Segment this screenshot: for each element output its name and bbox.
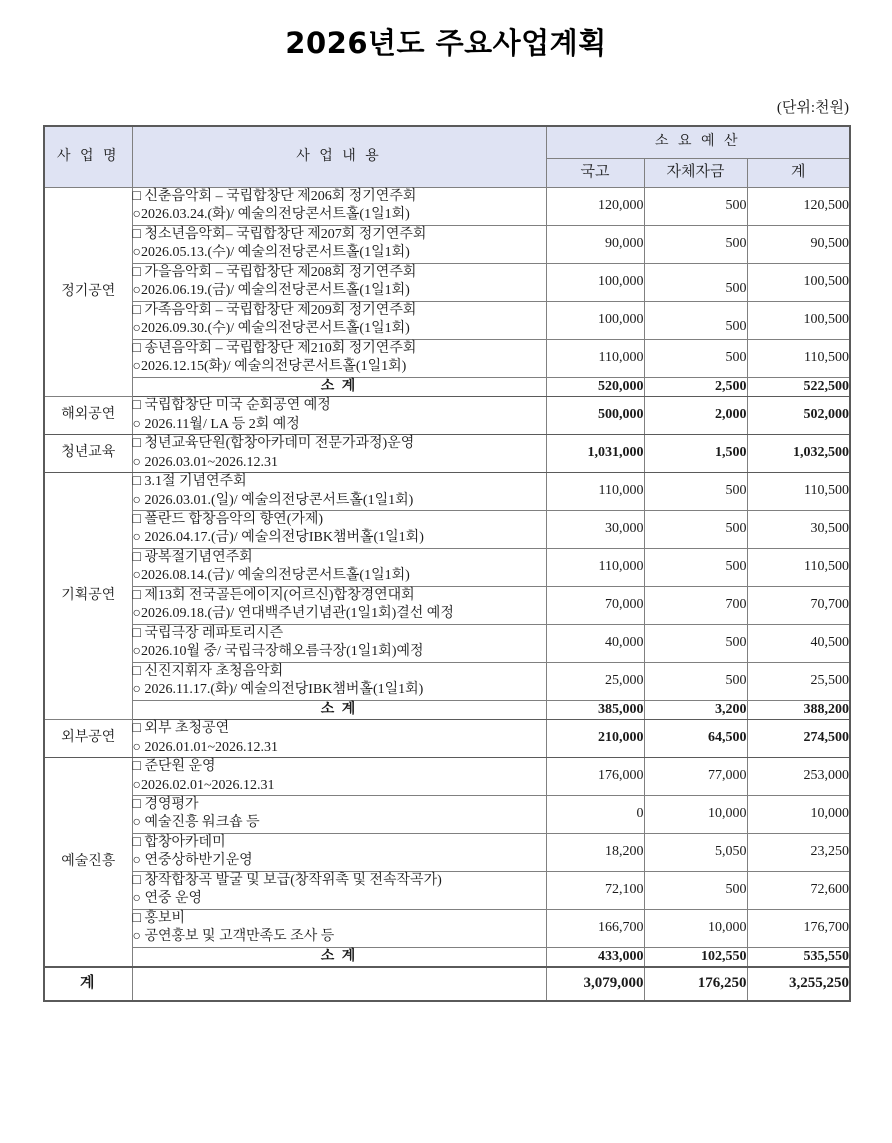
column-header-own: 자체자금 (644, 159, 747, 188)
budget-gov-cell: 1,031,000 (546, 435, 644, 473)
description-cell (132, 339, 546, 377)
description-cell (132, 624, 546, 662)
description-cell (132, 435, 546, 473)
description-cell (132, 833, 546, 871)
budget-gov-cell: 72,100 (546, 871, 644, 909)
subtotal-gov-cell: 433,000 (546, 947, 644, 967)
budget-sum-cell: 23,250 (747, 833, 850, 871)
budget-own-cell: 500 (644, 662, 747, 700)
subtotal-own-cell: 3,200 (644, 700, 747, 719)
budget-gov-cell: 90,000 (546, 225, 644, 263)
table-row (44, 662, 850, 700)
budget-sum-cell: 253,000 (747, 758, 850, 796)
budget-own-cell: 500 (644, 510, 747, 548)
description-line-1: □ 외부 초청공연 (132, 721, 230, 737)
subtotal-sum-cell: 522,500 (747, 377, 850, 396)
budget-sum-cell: 274,500 (747, 720, 850, 758)
category-cell: 외부공연 (44, 720, 132, 758)
table-row (44, 510, 850, 548)
budget-own-cell: 500 (644, 225, 747, 263)
description-line-2: ○2026.02.01~2026.12.31 (132, 777, 275, 793)
table-row (44, 586, 850, 624)
description-cell (132, 796, 546, 834)
budget-sum-cell: 100,500 (747, 263, 850, 301)
description-cell (132, 473, 546, 511)
column-header-desc: 사 업 내 용 (132, 126, 546, 188)
description-line-1: □ 신진지휘자 초청음악회 (132, 663, 284, 679)
budget-own-cell: 2,000 (644, 397, 747, 435)
budget-own-cell: 700 (644, 586, 747, 624)
budget-own-cell-value: 500 (725, 280, 747, 296)
description-line-1: □ 청소년음악회– 국립합창단 제207회 정기연주회 (132, 226, 427, 242)
budget-gov-cell: 70,000 (546, 586, 644, 624)
grand-total-gov-cell: 3,079,000 (546, 967, 644, 1001)
table-row (44, 188, 850, 226)
budget-own-cell: 5,050 (644, 833, 747, 871)
description-line-1: □ 신춘음악회 – 국립합창단 제206회 정기연주회 (132, 189, 417, 204)
description-line-1: □ 청년교육단원(합창아카데미 전문가과정)운영 (132, 436, 415, 452)
budget-sum-cell: 10,000 (747, 796, 850, 834)
budget-sum-cell: 1,032,500 (747, 435, 850, 473)
description-line-1: □ 경영평가 (132, 797, 199, 812)
budget-gov-cell: 210,000 (546, 720, 644, 758)
budget-own-cell: 500 (644, 339, 747, 377)
subtotal-own-cell: 2,500 (644, 377, 747, 396)
budget-own-cell: 500 (644, 188, 747, 226)
budget-sum-cell: 100,500 (747, 301, 850, 339)
description-cell (132, 301, 546, 339)
category-cell: 해외공연 (44, 397, 132, 435)
table-row (44, 263, 850, 301)
budget-own-cell (644, 263, 747, 301)
page-title: 2026년도 주요사업계획 (285, 26, 607, 60)
budget-own-cell-value: 500 (725, 318, 747, 334)
table-row (44, 225, 850, 263)
table-row (44, 397, 850, 435)
budget-gov-cell: 110,000 (546, 473, 644, 511)
description-line-1: □ 창작합창곡 발굴 및 보급(창작위촉 및 전속작곡가) (132, 872, 442, 888)
description-line-1: □ 가을음악회 – 국립합창단 제208회 정기연주회 (132, 264, 417, 280)
budget-sum-cell: 502,000 (747, 397, 850, 435)
table-row (44, 339, 850, 377)
table-row (44, 473, 850, 511)
budget-gov-cell: 120,000 (546, 188, 644, 226)
table-row (44, 796, 850, 834)
grand-total-label: 계 (44, 967, 132, 1001)
subtotal-gov-cell: 520,000 (546, 377, 644, 396)
description-line-2: ○ 2026.03.01~2026.12.31 (132, 454, 279, 470)
table-body (44, 188, 850, 1002)
description-line-2: ○2026.05.13.(수)/ 예술의전당콘서트홀(1일1회) (132, 245, 410, 261)
budget-own-cell: 10,000 (644, 909, 747, 947)
subtotal-sum-cell: 535,550 (747, 947, 850, 967)
description-line-2: ○ 2026.03.01.(일)/ 예술의전당콘서트홀(1일1회) (132, 492, 414, 508)
budget-gov-cell: 176,000 (546, 758, 644, 796)
budget-sum-cell: 110,500 (747, 339, 850, 377)
grand-total-sum-cell: 3,255,250 (747, 967, 850, 1001)
table-row (44, 833, 850, 871)
description-cell (132, 225, 546, 263)
subtotal-gov-cell: 385,000 (546, 700, 644, 719)
budget-gov-cell: 40,000 (546, 624, 644, 662)
description-line-2: ○ 2026.11.17.(화)/ 예술의전당IBK챔버홀(1일1회) (132, 682, 424, 698)
description-line-2: ○2026.09.18.(금)/ 연대백주년기념관(1일1회)결선 예정 (132, 606, 454, 622)
description-line-2: ○ 2026.11월/ LA 등 2회 예정 (132, 416, 300, 432)
description-line-1: □ 합창아카데미 (132, 834, 226, 850)
table-row (44, 548, 850, 586)
description-line-2: ○ 공연홍보 및 고객만족도 조사 등 (132, 929, 335, 945)
table-row (44, 871, 850, 909)
description-cell (132, 662, 546, 700)
subtotal-row (44, 700, 850, 719)
description-line-2: ○ 예술진흥 워크숍 등 (132, 815, 260, 831)
table-row (44, 720, 850, 758)
budget-own-cell: 500 (644, 624, 747, 662)
table-row (44, 435, 850, 473)
column-header-name: 사 업 명 (44, 126, 132, 188)
budget-sum-cell: 30,500 (747, 510, 850, 548)
grand-total-own-cell: 176,250 (644, 967, 747, 1001)
budget-own-cell: 500 (644, 473, 747, 511)
budget-own-cell: 10,000 (644, 796, 747, 834)
budget-own-cell: 500 (644, 871, 747, 909)
budget-own-cell: 500 (644, 548, 747, 586)
subtotal-row (44, 947, 850, 967)
category-cell: 정기공연 (44, 188, 132, 397)
description-cell (132, 758, 546, 796)
budget-own-cell: 1,500 (644, 435, 747, 473)
unit-note: (단위:천원) (776, 100, 849, 116)
description-cell (132, 397, 546, 435)
description-cell (132, 263, 546, 301)
budget-gov-cell: 110,000 (546, 548, 644, 586)
description-line-1: □ 준단원 운영 (132, 759, 216, 775)
description-line-2: ○2026.12.15(화)/ 예술의전당콘서트홀(1일1회) (132, 359, 407, 375)
description-line-2: ○ 2026.04.17.(금)/ 예술의전당IBK챔버홀(1일1회) (132, 530, 424, 546)
subtotal-label: 소 계 (132, 377, 546, 396)
subtotal-label: 소 계 (132, 700, 546, 719)
description-line-1: □ 제13회 전국골든에이지(어르신)합창경연대회 (132, 587, 415, 603)
description-line-1: □ 폴란드 합창음악의 향연(가제) (132, 511, 324, 527)
budget-gov-cell: 100,000 (546, 301, 644, 339)
description-line-1: □ 국립극장 레파토리시즌 (132, 625, 284, 641)
budget-gov-cell: 18,200 (546, 833, 644, 871)
description-line-1: □ 3.1절 기념연주회 (132, 474, 247, 490)
description-line-2: ○ 2026.01.01~2026.12.31 (132, 739, 279, 755)
budget-gov-cell: 500,000 (546, 397, 644, 435)
description-line-2: ○ 연중 운영 (132, 891, 203, 907)
description-line-1: □ 송년음악회 – 국립합창단 제210회 정기연주회 (132, 340, 417, 356)
description-line-1: □ 국립합창단 미국 순회공연 예정 (132, 398, 331, 414)
description-cell (132, 510, 546, 548)
budget-gov-cell: 100,000 (546, 263, 644, 301)
category-cell: 청년교육 (44, 435, 132, 473)
budget-sum-cell: 40,500 (747, 624, 850, 662)
description-cell (132, 586, 546, 624)
description-line-2: ○2026.06.19.(금)/ 예술의전당콘서트홀(1일1회) (132, 283, 410, 299)
description-line-2: ○2026.08.14.(금)/ 예술의전당콘서트홀(1일1회) (132, 568, 410, 584)
table-row (44, 624, 850, 662)
budget-sum-cell: 110,500 (747, 548, 850, 586)
table-header (44, 126, 850, 188)
description-line-2: ○2026.09.30.(수)/ 예술의전당콘서트홀(1일1회) (132, 321, 410, 337)
budget-gov-cell: 30,000 (546, 510, 644, 548)
budget-gov-cell: 166,700 (546, 909, 644, 947)
description-cell (132, 909, 546, 947)
category-cell: 기획공연 (44, 473, 132, 720)
column-header-gov: 국고 (546, 159, 644, 188)
budget-gov-cell: 0 (546, 796, 644, 834)
table-row (44, 301, 850, 339)
budget-sum-cell: 72,600 (747, 871, 850, 909)
budget-sum-cell: 90,500 (747, 225, 850, 263)
subtotal-sum-cell: 388,200 (747, 700, 850, 719)
business-plan-table (43, 125, 851, 1002)
grand-total-empty-cell (132, 967, 546, 1001)
description-line-2: ○ 연중상하반기운영 (132, 853, 253, 869)
budget-sum-cell: 120,500 (747, 188, 850, 226)
subtotal-label: 소 계 (132, 947, 546, 967)
description-cell (132, 188, 546, 226)
description-cell (132, 720, 546, 758)
subtotal-row (44, 377, 850, 396)
description-line-2: ○2026.10월 중/ 국립극장해오름극장(1일1회)예정 (132, 644, 424, 660)
budget-gov-cell: 25,000 (546, 662, 644, 700)
budget-own-cell (644, 301, 747, 339)
budget-sum-cell: 176,700 (747, 909, 850, 947)
description-line-1: □ 홍보비 (132, 910, 186, 926)
budget-sum-cell: 110,500 (747, 473, 850, 511)
budget-sum-cell: 70,700 (747, 586, 850, 624)
description-line-1: □ 가족음악회 – 국립합창단 제209회 정기연주회 (132, 302, 417, 318)
description-cell (132, 548, 546, 586)
budget-sum-cell: 25,500 (747, 662, 850, 700)
description-line-2: ○2026.03.24.(화)/ 예술의전당콘서트홀(1일1회) (132, 207, 410, 223)
column-header-sum: 계 (747, 159, 850, 188)
description-cell (132, 871, 546, 909)
grand-total-row (44, 967, 850, 1001)
table-row (44, 909, 850, 947)
budget-own-cell: 64,500 (644, 720, 747, 758)
header-row-1 (44, 126, 850, 159)
budget-own-cell: 77,000 (644, 758, 747, 796)
column-header-budget-group: 소 요 예 산 (546, 126, 850, 159)
description-line-1: □ 광복절기념연주회 (132, 549, 253, 565)
budget-gov-cell: 110,000 (546, 339, 644, 377)
category-cell: 예술진흥 (44, 758, 132, 968)
subtotal-own-cell: 102,550 (644, 947, 747, 967)
table-row (44, 758, 850, 796)
